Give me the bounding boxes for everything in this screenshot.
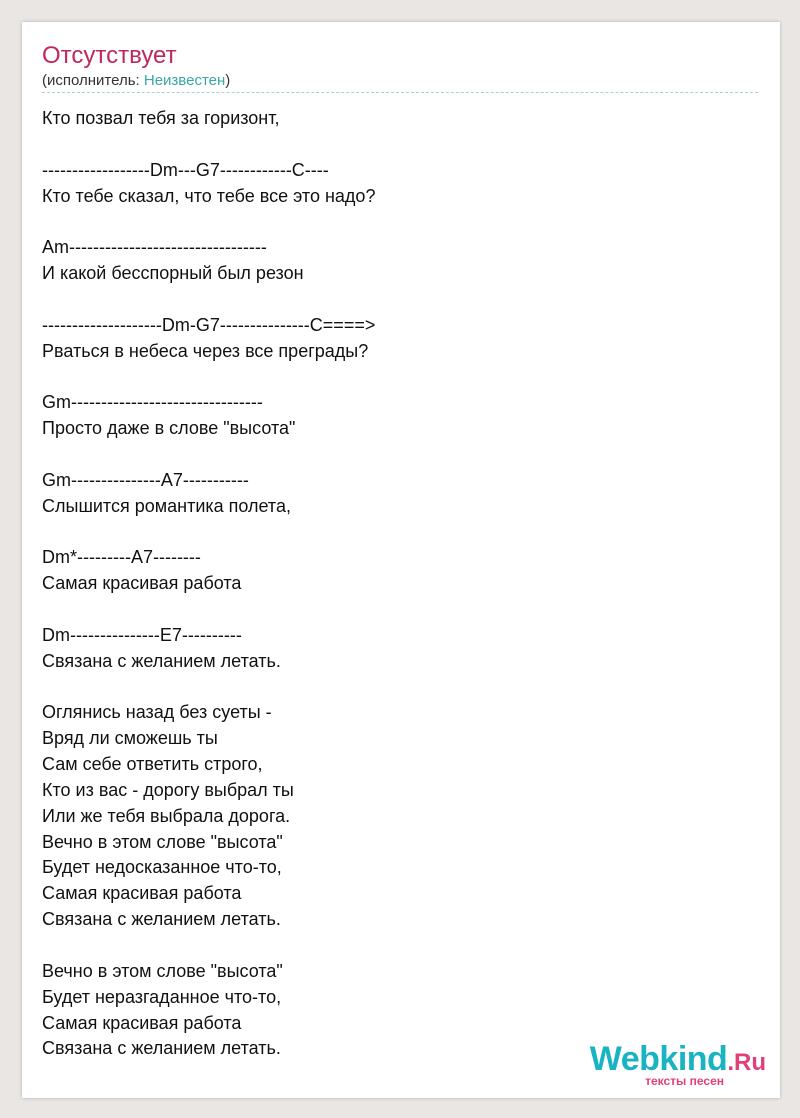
artist-line: [42, 72, 230, 90]
logo-tagline: тексты песен: [645, 1074, 724, 1088]
artist-prefix: (исполнитель:: [42, 72, 144, 89]
lyrics-text: Кто позвал тебя за горизонт, ------------------Dm---G7------------C---- Кто тебе сказал, что тебе все это надо? Am--------------------------------- И какой бесспорный был резон --------------------Dm-G7---------------C====> Рваться в небеса через все преграды? Gm-------------------------------- Просто даже в слове "высота" Gm---------------A7----------- Слышится романтика полета, Dm*---------A7-------- Самая красивая работа Dm---------------E7---------- Связана с желанием летать. Оглянись назад без суеты - Вряд ли сможешь ты Сам себе ответить строго, Кто из вас - дорогу выбрал ты Или же тебя выбрала дорога. Вечно в этом слове "высота" Будет недосказанное что-то, Самая красивая работа Связана с желанием летать. Вечно в этом слове "высота" Будет неразгаданное что-то, Самая красивая работа Связана с желанием летать.: [42, 108, 376, 1059]
logo-brand: Webkind: [589, 1040, 728, 1078]
song-title: Отсутствует: [42, 42, 177, 69]
site-logo: [572, 1038, 772, 1090]
lyrics-sheet: [22, 22, 780, 1098]
logo-tld: .Ru: [727, 1049, 766, 1076]
artist-link[interactable]: Неизвестен: [143, 72, 226, 89]
title-divider: [42, 92, 758, 93]
artist-suffix: ): [225, 72, 231, 89]
